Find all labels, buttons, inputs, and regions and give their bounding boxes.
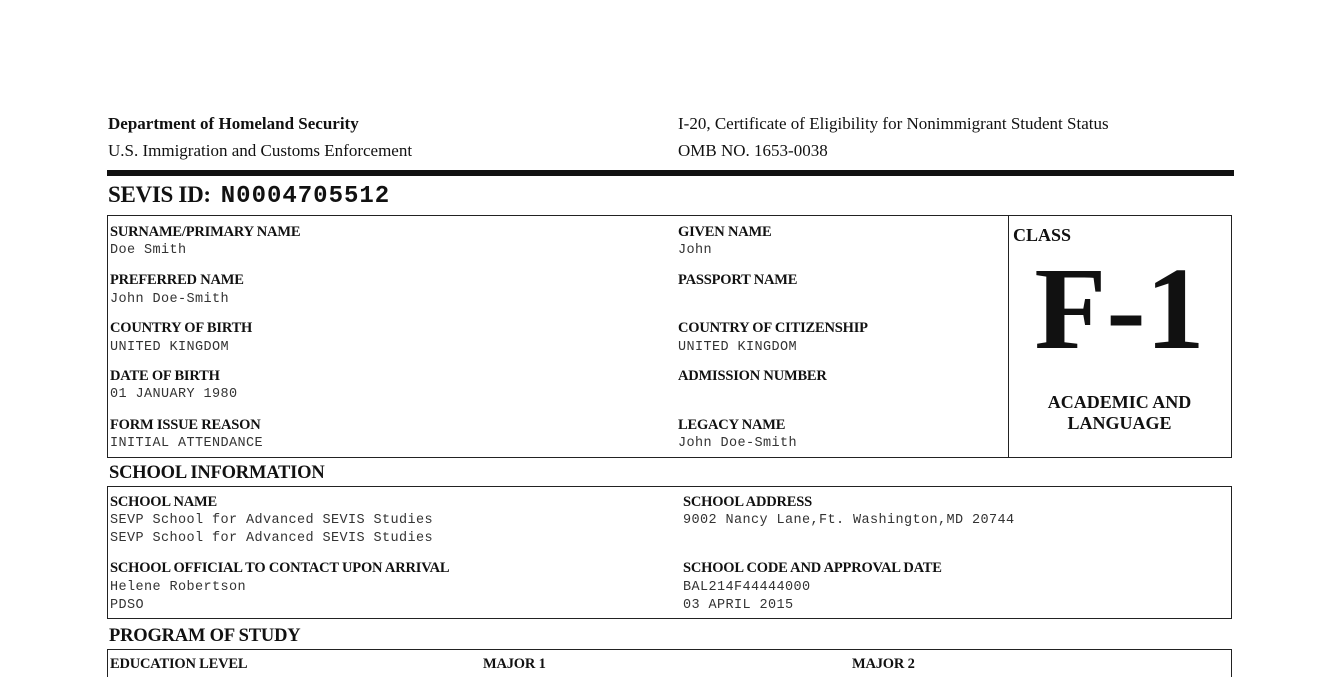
form-title: I-20, Certificate of Eligibility for Nonimmigrant Student Status (678, 114, 1109, 133)
school-info-box (107, 486, 1232, 619)
class-description (1008, 392, 1231, 434)
major1-label: MAJOR 1 (483, 656, 546, 672)
class-description-line1: ACADEMIC AND (1047, 392, 1192, 412)
sevis-id-value: N0004705512 (220, 183, 391, 210)
given-name-label: GIVEN NAME (678, 224, 772, 240)
country-of-citizenship-label: COUNTRY OF CITIZENSHIP (678, 320, 868, 336)
school-name-line1: SEVP School for Advanced SEVIS Studies (110, 513, 434, 528)
school-address-label: SCHOOL ADDRESS (683, 494, 812, 510)
sevis-id-label: SEVIS ID: (108, 182, 211, 207)
surname-value: Doe Smith (110, 243, 187, 258)
school-address-value: 9002 Nancy Lane,Ft. Washington,MD 20744 (683, 513, 1015, 528)
given-name-value: John (678, 243, 713, 258)
major2-label: MAJOR 2 (852, 656, 915, 672)
date-of-birth-label: DATE OF BIRTH (110, 368, 220, 384)
program-title: PROGRAM OF STUDY (109, 626, 301, 646)
school-official-title: PDSO (110, 598, 145, 613)
sub-agency-name: U.S. Immigration and Customs Enforcement (108, 141, 413, 160)
preferred-name-value: John Doe-Smith (110, 292, 230, 307)
sevis-id (108, 182, 390, 210)
class-value: F-1 (1034, 243, 1205, 374)
education-level-label: EDUCATION LEVEL (110, 656, 248, 672)
omb-number: OMB NO. 1653-0038 (678, 141, 828, 160)
class-label: CLASS (1013, 225, 1072, 245)
admission-number-label: ADMISSION NUMBER (678, 368, 827, 384)
school-official-name: Helene Robertson (110, 580, 247, 595)
school-info-title: SCHOOL INFORMATION (109, 463, 325, 483)
form-issue-reason-value: INITIAL ATTENDANCE (110, 436, 264, 451)
program-box (107, 649, 1232, 677)
preferred-name-label: PREFERRED NAME (110, 272, 244, 288)
country-of-birth-label: COUNTRY OF BIRTH (110, 320, 253, 336)
school-code-label: SCHOOL CODE AND APPROVAL DATE (683, 560, 942, 576)
school-approval-date: 03 APRIL 2015 (683, 598, 794, 613)
country-of-citizenship-value: UNITED KINGDOM (678, 340, 798, 355)
school-name-label: SCHOOL NAME (110, 494, 217, 510)
surname-label: SURNAME/PRIMARY NAME (110, 224, 301, 240)
passport-name-label: PASSPORT NAME (678, 272, 798, 288)
header-rule (107, 170, 1234, 176)
date-of-birth-value: 01 JANUARY 1980 (110, 387, 238, 402)
school-official-label: SCHOOL OFFICIAL TO CONTACT UPON ARRIVAL (110, 560, 450, 576)
agency-name: Department of Homeland Security (108, 114, 359, 133)
form-issue-reason-label: FORM ISSUE REASON (110, 417, 261, 433)
legacy-name-value: John Doe-Smith (678, 436, 798, 451)
country-of-birth-value: UNITED KINGDOM (110, 340, 230, 355)
class-description-line2: LANGUAGE (1067, 413, 1172, 433)
school-code-value: BAL214F44444000 (683, 580, 811, 595)
legacy-name-label: LEGACY NAME (678, 417, 786, 433)
school-name-line2: SEVP School for Advanced SEVIS Studies (110, 531, 434, 546)
